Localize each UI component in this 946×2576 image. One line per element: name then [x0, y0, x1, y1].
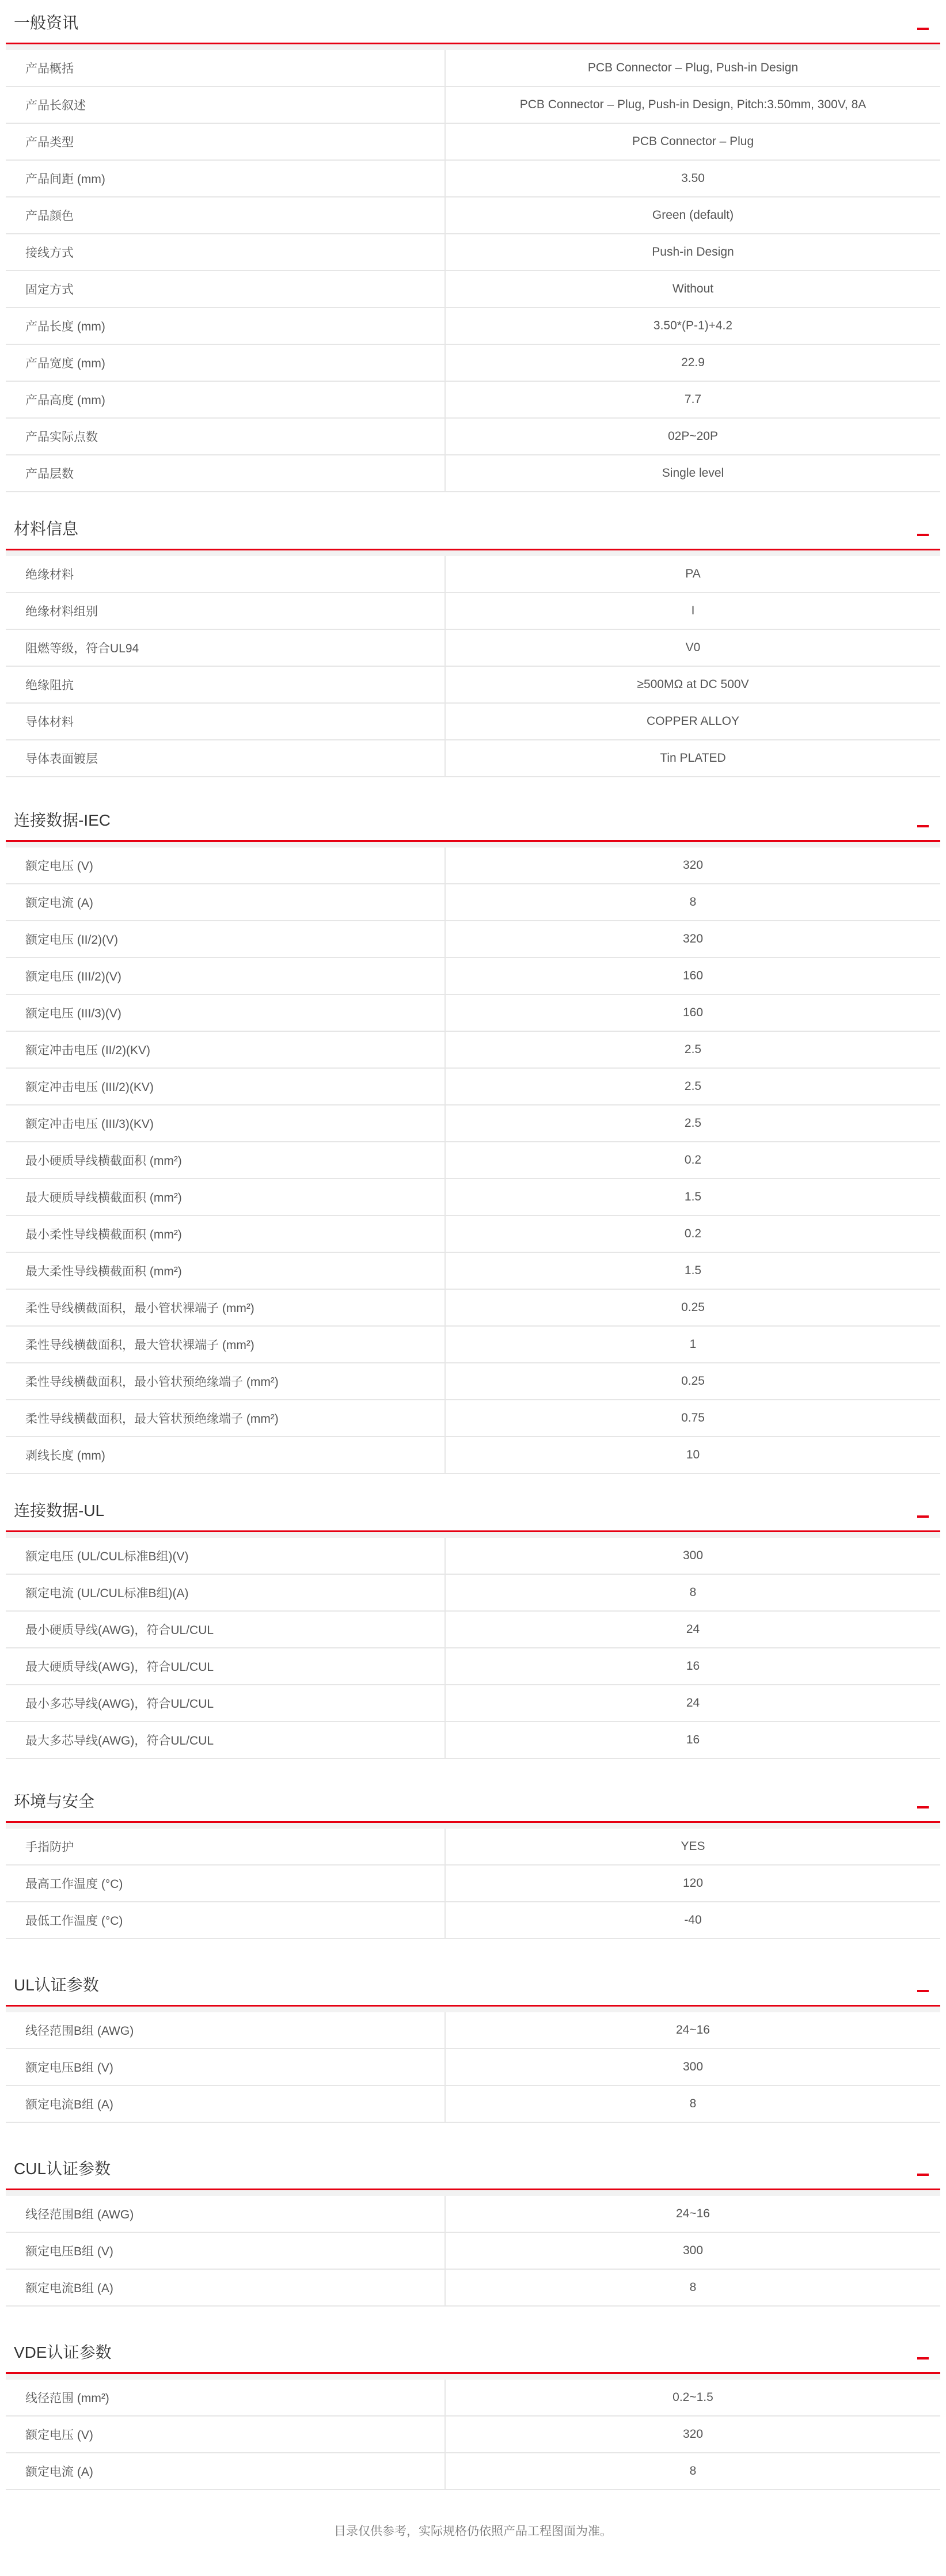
spec-label: 额定电压 (III/3)(V): [6, 995, 446, 1031]
collapse-minus-icon[interactable]: [917, 1806, 929, 1808]
spec-value: I: [691, 604, 695, 617]
table-row: [6, 271, 940, 308]
spec-label: 额定电压 (V): [6, 2417, 446, 2452]
spec-label: 最小柔性导线横截面积 (mm²): [6, 1216, 446, 1252]
spec-label: 手指防护: [6, 1829, 446, 1864]
spec-value: 24~16: [676, 2023, 710, 2037]
section-divider: [6, 1823, 940, 1829]
table-row: [6, 593, 940, 630]
spec-value: 3.50*(P-1)+4.2: [653, 319, 733, 332]
spec-label: 额定冲击电压 (III/2)(KV): [6, 1069, 446, 1104]
section-cul-cert: [6, 2146, 940, 2307]
table-row: [6, 308, 940, 345]
spec-value: Push-in Design: [652, 245, 734, 259]
table-row: [6, 1363, 940, 1400]
spec-label: 产品高度 (mm): [6, 382, 446, 417]
spec-label: 产品间距 (mm): [6, 161, 446, 196]
spec-label: 产品层数: [6, 455, 446, 491]
table-row: [6, 556, 940, 593]
section-title: CUL认证参数: [14, 2160, 111, 2178]
spec-label: 最大硬质导线(AWG)，符合UL/CUL: [6, 1648, 446, 1684]
spec-value: 0.2~1.5: [673, 2391, 713, 2404]
table-row: [6, 2049, 940, 2086]
section-divider: [6, 2374, 940, 2380]
table-row: [6, 848, 940, 884]
spec-label: 固定方式: [6, 271, 446, 307]
spec-value: 120: [682, 1876, 704, 1890]
spec-label: 额定电压B组 (V): [6, 2233, 446, 2269]
section-divider: [6, 2007, 940, 2012]
section-header[interactable]: [6, 1962, 940, 2007]
spec-label: 绝缘材料组别: [6, 593, 446, 629]
spec-table: [6, 2196, 940, 2307]
spec-label: 最高工作温度 (°C): [6, 1865, 446, 1901]
collapse-minus-icon[interactable]: [917, 28, 929, 30]
spec-label: 产品类型: [6, 124, 446, 159]
spec-label: 额定电压 (II/2)(V): [6, 921, 446, 957]
spec-label: 导体表面镀层: [6, 740, 446, 776]
table-row: [6, 958, 940, 995]
table-row: [6, 2417, 940, 2453]
section-vde-cert: [6, 2330, 940, 2490]
spec-value: 8: [689, 2097, 697, 2110]
spec-value: 0.25: [681, 1301, 705, 1314]
section-header[interactable]: [6, 1488, 940, 1532]
spec-table: [6, 2012, 940, 2123]
table-row: [6, 87, 940, 124]
spec-label: 产品长叙述: [6, 87, 446, 123]
spec-label: 额定冲击电压 (III/3)(KV): [6, 1105, 446, 1141]
spec-table: [6, 1538, 940, 1759]
spec-value: 8: [689, 2464, 697, 2478]
table-row: [6, 197, 940, 234]
section-header[interactable]: [6, 797, 940, 842]
table-row: [6, 1069, 940, 1105]
table-row: [6, 1032, 940, 1069]
table-row: [6, 382, 940, 419]
spec-value: 320: [682, 858, 704, 872]
spec-value: 24~16: [676, 2207, 710, 2220]
spec-label: 最大柔性导线横截面积 (mm²): [6, 1253, 446, 1289]
spec-label: 产品宽度 (mm): [6, 345, 446, 381]
table-row: [6, 1829, 940, 1865]
spec-value: 320: [682, 932, 704, 945]
table-row: [6, 1902, 940, 1939]
table-row: [6, 1290, 940, 1327]
spec-table: [6, 848, 940, 1474]
collapse-minus-icon[interactable]: [917, 825, 929, 827]
table-row: [6, 740, 940, 777]
table-row: [6, 2196, 940, 2233]
spec-value: 0.25: [681, 1374, 705, 1388]
section-header[interactable]: [6, 506, 940, 550]
spec-value: 7.7: [684, 393, 702, 406]
spec-value: 2.5: [684, 1080, 702, 1093]
spec-value: 22.9: [681, 356, 705, 369]
spec-label: 绝缘阻抗: [6, 667, 446, 702]
section-general-info: [6, 0, 940, 492]
section-divider: [6, 1532, 940, 1538]
spec-label: 产品颜色: [6, 197, 446, 233]
table-row: [6, 1648, 940, 1685]
table-row: [6, 234, 940, 271]
section-divider: [6, 842, 940, 848]
table-row: [6, 1612, 940, 1648]
spec-label: 额定冲击电压 (II/2)(KV): [6, 1032, 446, 1067]
spec-table: [6, 556, 940, 777]
table-row: [6, 1538, 940, 1575]
spec-label: 柔性导线横截面积，最大管状裸端子 (mm²): [6, 1327, 446, 1362]
table-row: [6, 704, 940, 740]
spec-label: 线径范围B组 (AWG): [6, 2196, 446, 2232]
spec-value: 160: [682, 969, 704, 982]
spec-value: 0.75: [681, 1411, 705, 1424]
section-connection-iec: [6, 797, 940, 1474]
spec-value: PCB Connector – Plug: [632, 135, 754, 148]
spec-value: 300: [682, 2244, 704, 2257]
table-row: [6, 1179, 940, 1216]
spec-label: 最大硬质导线横截面积 (mm²): [6, 1179, 446, 1215]
spec-label: 剥线长度 (mm): [6, 1437, 446, 1473]
collapse-minus-icon[interactable]: [917, 2357, 929, 2360]
spec-table: [6, 1829, 940, 1939]
section-divider: [6, 550, 940, 556]
section-header[interactable]: [6, 2146, 940, 2190]
section-title: UL认证参数: [14, 1976, 99, 1994]
section-divider: [6, 2190, 940, 2196]
spec-label: 柔性导线横截面积，最小管状裸端子 (mm²): [6, 1290, 446, 1325]
table-row: [6, 124, 940, 161]
table-row: [6, 2012, 940, 2049]
table-row: [6, 884, 940, 921]
spec-label: 最小硬质导线横截面积 (mm²): [6, 1142, 446, 1178]
spec-value: 8: [689, 895, 697, 909]
section-environment-safety: [6, 1779, 940, 1939]
spec-label: 额定电流 (A): [6, 884, 446, 920]
spec-value: 10: [686, 1448, 700, 1461]
section-material-info: [6, 506, 940, 777]
spec-value: ≥500MΩ at DC 500V: [637, 678, 749, 691]
spec-value: 16: [686, 1659, 700, 1673]
spec-value: Single level: [662, 466, 724, 480]
table-row: [6, 630, 940, 667]
spec-value: 16: [686, 1733, 700, 1746]
section-title: 一般资讯: [14, 14, 79, 32]
table-row: [6, 1575, 940, 1612]
spec-value: 3.50: [681, 172, 705, 185]
section-title: VDE认证参数: [14, 2343, 112, 2361]
table-row: [6, 1327, 940, 1363]
spec-value: 02P~20P: [668, 430, 718, 443]
spec-value: Without: [672, 282, 714, 295]
spec-label: 最低工作温度 (°C): [6, 1902, 446, 1938]
table-row: [6, 995, 940, 1032]
spec-value: 24: [686, 1696, 700, 1709]
spec-value: 1.5: [684, 1190, 702, 1203]
spec-label: 绝缘材料: [6, 556, 446, 592]
table-row: [6, 1216, 940, 1253]
table-row: [6, 1253, 940, 1290]
section-title: 连接数据-IEC: [14, 811, 111, 829]
table-row: [6, 455, 940, 492]
section-title: 环境与安全: [14, 1792, 95, 1810]
table-row: [6, 1142, 940, 1179]
spec-value: 1.5: [684, 1264, 702, 1277]
spec-value: 320: [682, 2427, 704, 2441]
spec-label: 额定电压B组 (V): [6, 2049, 446, 2085]
table-row: [6, 667, 940, 704]
spec-label: 额定电流 (A): [6, 2453, 446, 2489]
spec-label: 最小多芯导线(AWG)，符合UL/CUL: [6, 1685, 446, 1721]
table-row: [6, 2453, 940, 2490]
table-row: [6, 1437, 940, 1474]
spec-value: PCB Connector – Plug, Push-in Design, Pitch:3.50mm, 300V, 8A: [519, 98, 867, 111]
table-row: [6, 2380, 940, 2417]
spec-value: V0: [685, 641, 701, 654]
spec-label: 产品实际点数: [6, 419, 446, 454]
collapse-minus-icon[interactable]: [917, 1990, 929, 1992]
spec-label: 最大多芯导线(AWG)，符合UL/CUL: [6, 1722, 446, 1758]
spec-value: 300: [682, 1549, 704, 1562]
table-row: [6, 419, 940, 455]
spec-label: 阻燃等级，符合UL94: [6, 630, 446, 666]
spec-label: 额定电压 (UL/CUL标准B组)(V): [6, 1538, 446, 1574]
spec-value: 0.2: [684, 1153, 702, 1167]
spec-value: 160: [682, 1006, 704, 1019]
table-row: [6, 2270, 940, 2307]
table-row: [6, 345, 940, 382]
table-row: [6, 1105, 940, 1142]
section-title: 连接数据-UL: [14, 1502, 105, 1519]
spec-value: 8: [689, 2281, 697, 2294]
table-row: [6, 2233, 940, 2270]
spec-value: Tin PLATED: [660, 751, 726, 765]
spec-label: 柔性导线横截面积，最小管状预绝缘端子 (mm²): [6, 1363, 446, 1399]
table-row: [6, 161, 940, 197]
spec-label: 额定电压 (V): [6, 848, 446, 883]
spec-label: 线径范围B组 (AWG): [6, 2012, 446, 2048]
spec-label: 柔性导线横截面积，最大管状预绝缘端子 (mm²): [6, 1400, 446, 1436]
spec-label: 最小硬质导线(AWG)，符合UL/CUL: [6, 1612, 446, 1647]
spec-value: PCB Connector – Plug, Push-in Design: [587, 61, 799, 74]
collapse-minus-icon[interactable]: [917, 534, 929, 536]
table-row: [6, 1685, 940, 1722]
spec-value: 2.5: [684, 1116, 702, 1130]
spec-value: 8: [689, 1586, 697, 1599]
table-row: [6, 2086, 940, 2123]
table-row: [6, 921, 940, 958]
section-ul-cert: [6, 1962, 940, 2123]
spec-label: 额定电流B组 (A): [6, 2086, 446, 2122]
spec-table: [6, 2380, 940, 2490]
spec-label: 额定电流 (UL/CUL标准B组)(A): [6, 1575, 446, 1610]
spec-value: 300: [682, 2060, 704, 2073]
table-row: [6, 50, 940, 87]
spec-value: 1: [689, 1338, 697, 1351]
spec-value: 24: [686, 1623, 700, 1636]
table-row: [6, 1400, 940, 1437]
spec-table: [6, 50, 940, 492]
spec-label: 接线方式: [6, 234, 446, 270]
spec-label: 导体材料: [6, 704, 446, 739]
spec-label: 线径范围 (mm²): [6, 2380, 446, 2415]
section-header[interactable]: [6, 2330, 940, 2374]
spec-label: 产品长度 (mm): [6, 308, 446, 344]
spec-label: 额定电流B组 (A): [6, 2270, 446, 2305]
spec-value: -40: [684, 1913, 702, 1927]
table-row: [6, 1865, 940, 1902]
section-connection-ul: [6, 1488, 940, 1759]
table-row: [6, 1722, 940, 1759]
collapse-minus-icon[interactable]: [917, 1515, 929, 1518]
section-title: 材料信息: [14, 520, 79, 538]
section-header[interactable]: [6, 0, 940, 44]
collapse-minus-icon[interactable]: [917, 2174, 929, 2176]
spec-value: Green (default): [652, 208, 734, 222]
spec-value: 0.2: [684, 1227, 702, 1240]
spec-value: YES: [681, 1840, 705, 1853]
spec-label: 额定电压 (III/2)(V): [6, 958, 446, 994]
footer-disclaimer: 目录仅供参考，实际规格仍依照产品工程图面为准。: [334, 2525, 612, 2538]
section-divider: [6, 44, 940, 50]
section-header[interactable]: [6, 1779, 940, 1823]
spec-value: PA: [685, 567, 701, 580]
spec-value: COPPER ALLOY: [646, 715, 740, 728]
spec-value: 2.5: [684, 1043, 702, 1056]
spec-label: 产品概括: [6, 50, 446, 86]
